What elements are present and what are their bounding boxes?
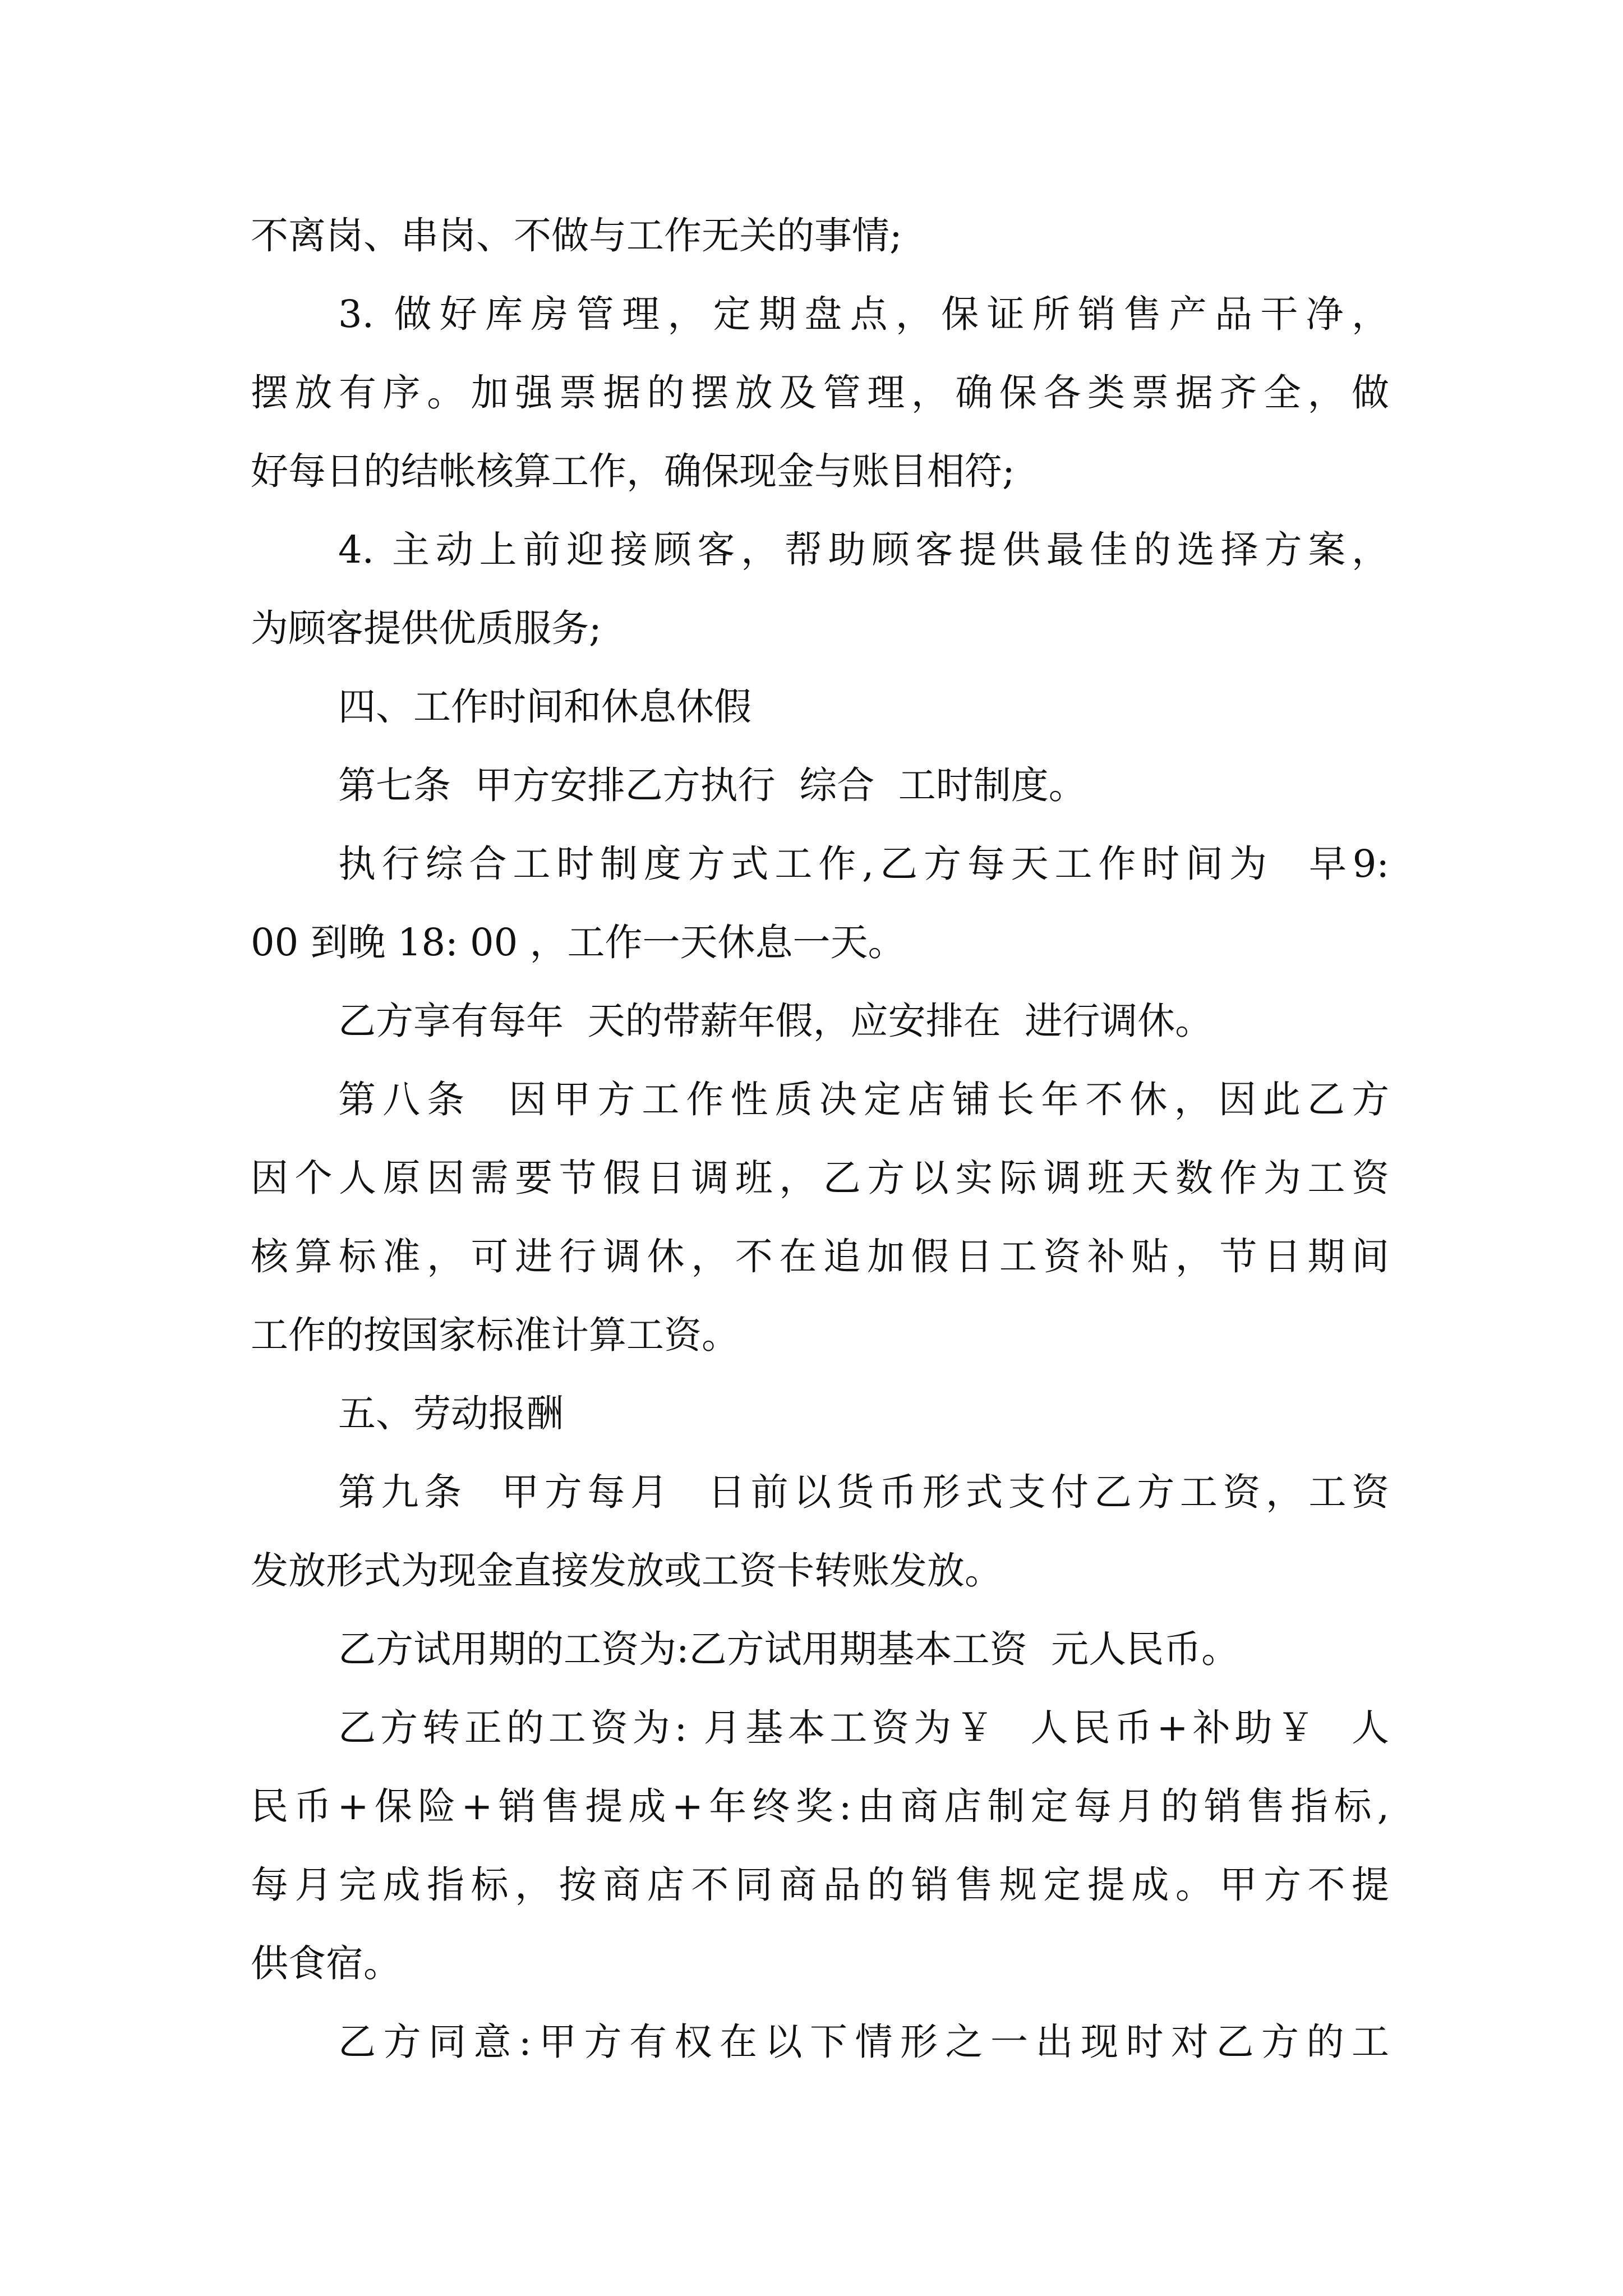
text-line: 摆放有序。加强票据的摆放及管理，确保各类票据齐全，做 bbox=[251, 371, 1389, 415]
text-line: 每月完成指标，按商店不同商品的销售规定提成。甲方不提 bbox=[251, 1863, 1389, 1907]
text-line: 核算标准，可进行调休，不在追加假日工资补贴，节日期间 bbox=[251, 1235, 1389, 1278]
text-line: 4. 主动上前迎接顾客，帮助顾客提供最佳的选择方案， bbox=[338, 528, 1389, 572]
section-heading: 五、劳动报酬 bbox=[338, 1392, 564, 1435]
text-line: 好每日的结帐核算工作，确保现金与账目相符; bbox=[251, 449, 1015, 493]
text-line: 乙方转正的工资为: 月基本工资为￥ 人民币+补助￥ 人 bbox=[338, 1706, 1389, 1750]
text-line: 工作的按国家标准计算工资。 bbox=[251, 1313, 739, 1357]
text-line: 第八条 因甲方工作性质决定店铺长年不休，因此乙方 bbox=[338, 1078, 1389, 1121]
text-line: 乙方同意:甲方有权在以下情形之一出现时对乙方的工 bbox=[338, 2020, 1389, 2064]
section-heading: 四、工作时间和休息休假 bbox=[338, 685, 751, 729]
text-line: 乙方试用期的工资为:乙方试用期基本工资 元人民币。 bbox=[338, 1627, 1239, 1671]
text-line: 供食宿。 bbox=[251, 1941, 401, 1985]
text-line: 不离岗、串岗、不做与工作无关的事情; bbox=[251, 214, 902, 257]
text-line: 发放形式为现金直接发放或工资卡转账发放。 bbox=[251, 1549, 1002, 1593]
text-line: 00 到晚 18: 00 ，工作一天休息一天。 bbox=[251, 921, 906, 964]
text-line: 乙方享有每年 天的带薪年假，应安排在 进行调休。 bbox=[338, 999, 1213, 1043]
text-line: 因个人原因需要节假日调班，乙方以实际调班天数作为工资 bbox=[251, 1156, 1389, 1200]
text-line: 第九条 甲方每月 日前以货币形式支付乙方工资，工资 bbox=[338, 1470, 1389, 1514]
text-line: 3. 做好库房管理，定期盘点，保证所销售产品干净， bbox=[338, 292, 1389, 336]
text-line: 第七条 甲方安排乙方执行 综合 工时制度。 bbox=[338, 763, 1086, 807]
text-line: 民币+保险+销售提成+年终奖:由商店制定每月的销售指标, bbox=[251, 1784, 1389, 1828]
text-line: 执行综合工时制度方式工作,乙方每天工作时间为 早9: bbox=[338, 842, 1389, 886]
text-line: 为顾客提供优质服务; bbox=[251, 606, 602, 650]
